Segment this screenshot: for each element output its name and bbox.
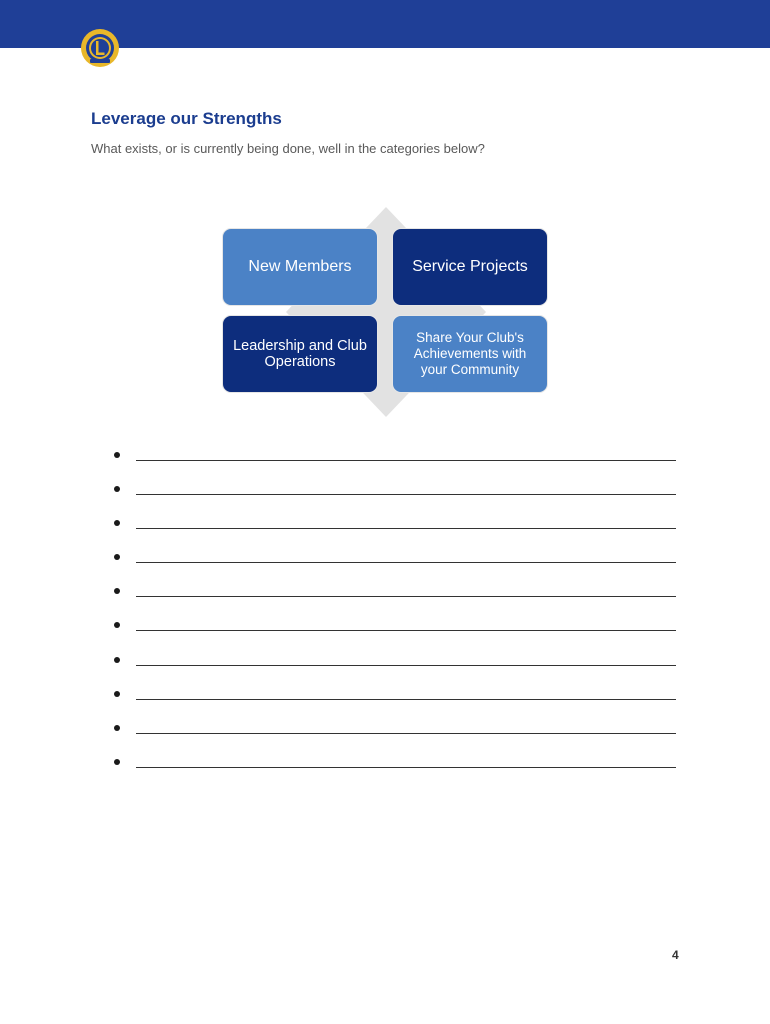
bullet-dot-icon bbox=[114, 759, 120, 765]
bullet-dot-icon bbox=[114, 452, 120, 458]
bullet-item bbox=[110, 444, 680, 478]
blank-answer-line bbox=[136, 733, 676, 734]
diagram-box-service-projects: Service Projects bbox=[392, 228, 548, 306]
bullet-dot-icon bbox=[114, 520, 120, 526]
bullet-dot-icon bbox=[114, 691, 120, 697]
diagram-box-new-members: New Members bbox=[222, 228, 378, 306]
blank-answer-line bbox=[136, 767, 676, 768]
blank-answer-line bbox=[136, 460, 676, 461]
blank-answer-line bbox=[136, 562, 676, 563]
bullet-item bbox=[110, 478, 680, 512]
blank-answer-line bbox=[136, 528, 676, 529]
diagram-box-leadership: Leadership and Club Operations bbox=[222, 315, 378, 393]
diagram-box-share-achievements: Share Your Club's Achievements with your Community bbox=[392, 315, 548, 393]
blank-answer-line bbox=[136, 699, 676, 700]
lions-club-emblem-icon bbox=[80, 28, 120, 68]
page-number: 4 bbox=[672, 948, 679, 962]
blank-answer-line bbox=[136, 494, 676, 495]
bullet-dot-icon bbox=[114, 486, 120, 492]
bullet-dot-icon bbox=[114, 725, 120, 731]
bullet-dot-icon bbox=[114, 622, 120, 628]
section-title: Leverage our Strengths bbox=[91, 109, 282, 128]
blank-answer-line bbox=[136, 665, 676, 666]
bullet-item bbox=[110, 649, 680, 683]
bullet-list bbox=[110, 444, 680, 785]
bullet-item bbox=[110, 614, 680, 648]
section-subtitle: What exists, or is currently being done, well in the categories below? bbox=[91, 141, 485, 156]
bullet-item bbox=[110, 683, 680, 717]
bullet-dot-icon bbox=[114, 554, 120, 560]
bullet-dot-icon bbox=[114, 588, 120, 594]
bullet-dot-icon bbox=[114, 657, 120, 663]
bullet-item bbox=[110, 546, 680, 580]
bullet-item bbox=[110, 751, 680, 785]
bullet-item bbox=[110, 512, 680, 546]
bullet-item bbox=[110, 580, 680, 614]
bullet-item bbox=[110, 717, 680, 751]
blank-answer-line bbox=[136, 596, 676, 597]
blank-answer-line bbox=[136, 630, 676, 631]
